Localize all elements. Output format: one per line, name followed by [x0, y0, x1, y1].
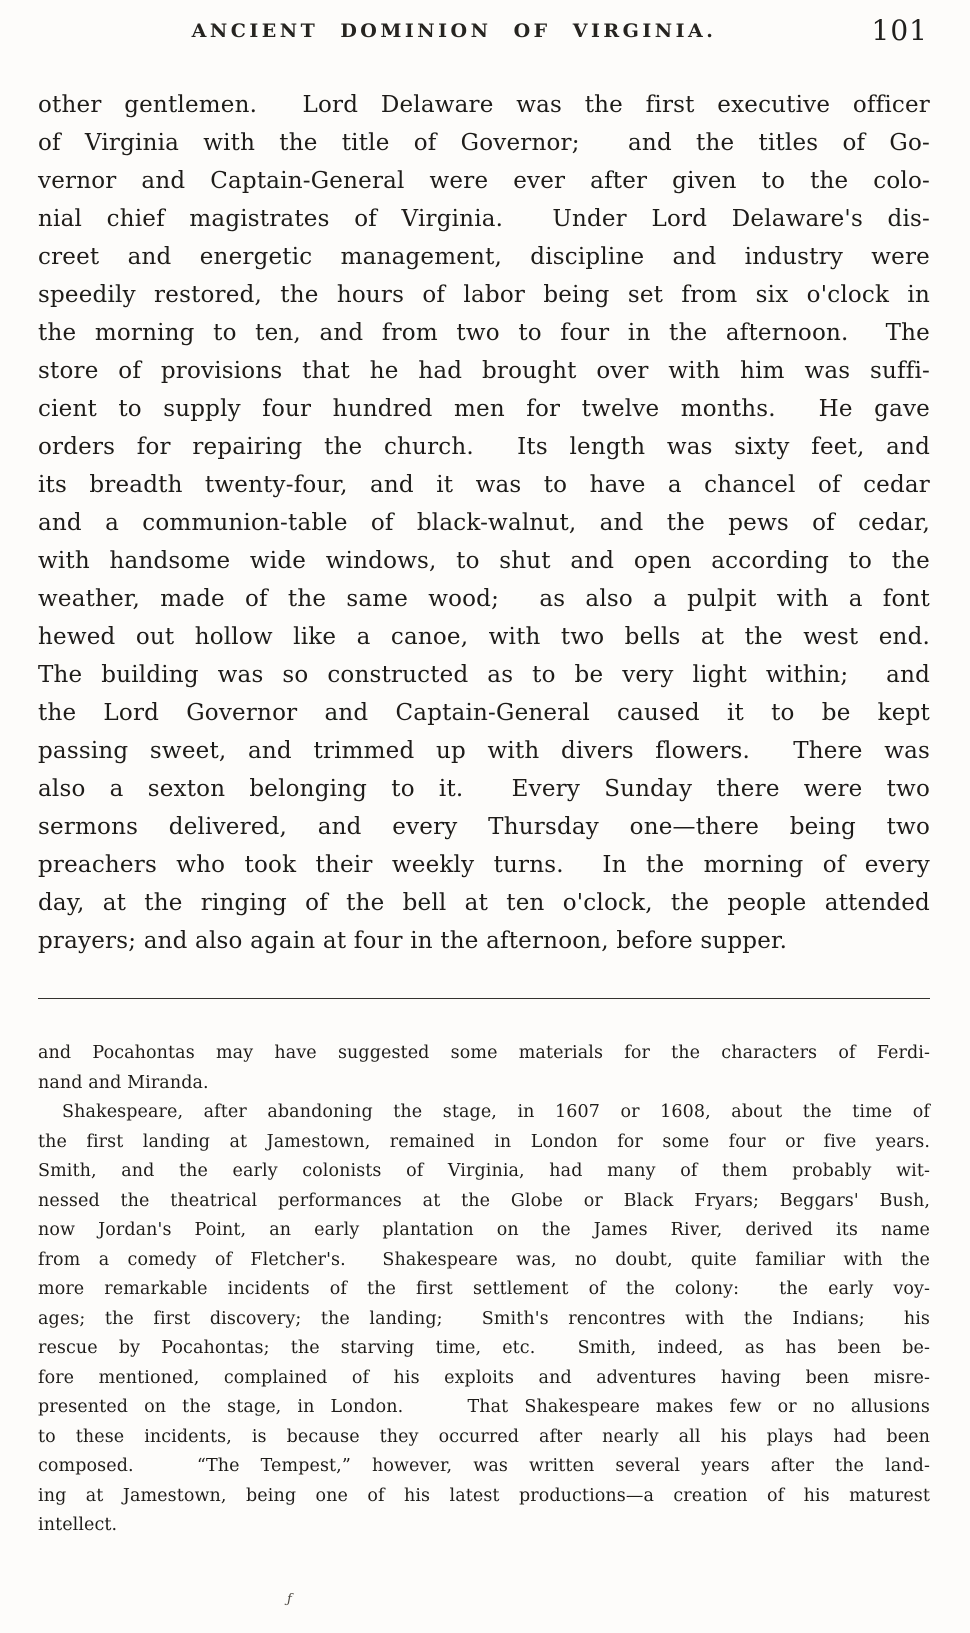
text-line: its breadth twenty-four, and it was to have a chancel of cedar	[38, 472, 930, 498]
text-line: intellect.	[38, 1515, 118, 1535]
text-line: nessed the theatrical performances at the Globe or Black Fryars; Beggars' Bush,	[38, 1190, 930, 1211]
text-line: creet and energetic management, discipline and industry were	[38, 244, 930, 270]
text-line: more remarkable incidents of the first settlement of the colony: the early voy-	[38, 1279, 930, 1299]
text-line: the morning to ten, and from two to four in the afternoon. The	[38, 320, 930, 346]
text-line: sermons delivered, and every Thursday one—there being two	[38, 814, 930, 840]
text-line: cient to supply four hundred men for twelve months. He gave	[38, 396, 930, 422]
main-text-block	[38, 86, 930, 960]
text-line: Smith, and the early colonists of Virginia, had many of them probably wit-	[38, 1161, 930, 1181]
text-line: and Pocahontas may have suggested some materials for the characters of Ferdi-	[38, 1043, 930, 1063]
running-head	[38, 14, 930, 56]
text-line: store of provisions that he had brought over with him was suffi-	[38, 358, 930, 384]
signature-mark: ƒ	[287, 1592, 292, 1607]
text-line: and a communion-table of black-walnut, and the pews of cedar,	[38, 510, 930, 536]
text-line: orders for repairing the church. Its length was sixty feet, and	[38, 434, 930, 460]
text-line: weather, made of the same wood; as also a pulpit with a font	[38, 586, 930, 612]
footnote-separator-rule	[38, 998, 930, 999]
text-line: with handsome wide windows, to shut and open according to the	[38, 548, 930, 574]
text-line: also a sexton belonging to it. Every Sunday there were two	[38, 776, 930, 802]
footnotes-block	[38, 1039, 930, 1541]
text-line: ing at Jamestown, being one of his latest productions—a creation of his maturest	[38, 1485, 930, 1506]
text-line: presented on the stage, in London. That Shakespeare makes few or no allusions	[38, 1397, 930, 1417]
footnote-paragraph	[38, 1098, 930, 1541]
text-line: ages; the first discovery; the landing; Smith's rencontres with the Indians; his	[38, 1308, 930, 1329]
text-line: The building was so constructed as to be very light within; and	[38, 662, 930, 688]
text-line: speedily restored, the hours of labor being set from six o'clock in	[38, 282, 930, 308]
text-line: day, at the ringing of the bell at ten o'clock, the people attended	[38, 890, 930, 916]
text-line: of Virginia with the title of Governor; and the titles of Go-	[38, 130, 930, 156]
text-line: passing sweet, and trimmed up with divers flowers. There was	[38, 738, 930, 764]
text-line: Shakespeare, after abandoning the stage, in 1607 or 1608, about the time of	[62, 1102, 930, 1122]
text-line: nand and Miranda.	[38, 1072, 209, 1093]
footnote-paragraph	[38, 1039, 930, 1098]
text-line: prayers; and also again at four in the afternoon, before supper.	[38, 928, 788, 954]
text-line: from a comedy of Fletcher's. Shakespeare was, no doubt, quite familiar with the	[38, 1249, 930, 1270]
text-line: fore mentioned, complained of his exploits and adventures having been misre-	[38, 1367, 930, 1388]
text-line: vernor and Captain-General were ever after given to the colo-	[38, 168, 930, 194]
text-line: other gentlemen. Lord Delaware was the first executive officer	[38, 92, 930, 118]
text-line: to these incidents, is because they occurred after nearly all his plays had been	[38, 1426, 930, 1447]
text-line: nial chief magistrates of Virginia. Under Lord Delaware's dis-	[38, 206, 930, 232]
text-line: the Lord Governor and Captain-General caused it to be kept	[38, 700, 930, 726]
page-number: 101	[871, 14, 928, 47]
text-line: preachers who took their weekly turns. In the morning of every	[38, 852, 930, 878]
text-line: now Jordan's Point, an early plantation on the James River, derived its name	[38, 1220, 930, 1240]
page-content	[38, 14, 930, 1541]
text-line: rescue by Pocahontas; the starving time, etc. Smith, indeed, as has been be-	[38, 1338, 930, 1358]
text-line: hewed out hollow like a canoe, with two bells at the west end.	[38, 624, 930, 650]
running-title: ANCIENT DOMINION OF VIRGINIA.	[191, 20, 717, 42]
text-line: the first landing at Jamestown, remained in London for some four or five years.	[38, 1131, 930, 1152]
text-line: composed. “The Tempest,” however, was written several years after the land-	[38, 1456, 930, 1476]
